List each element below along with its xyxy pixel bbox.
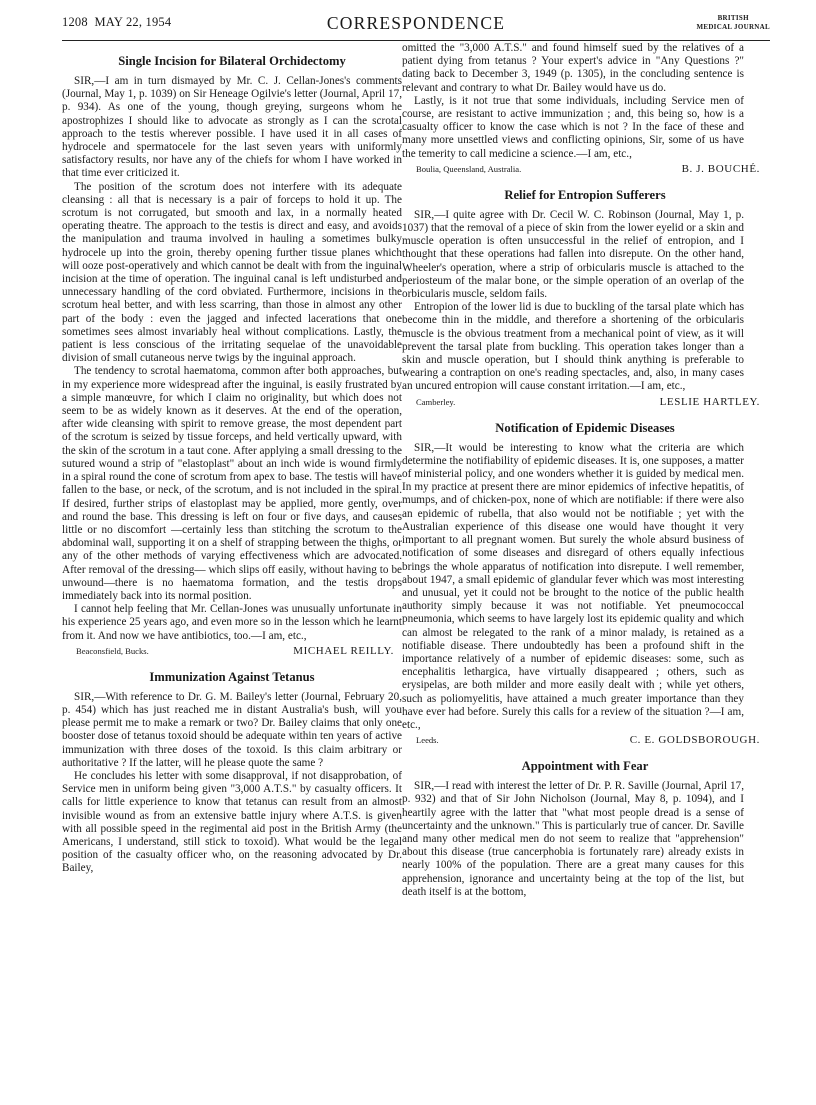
signature-author: C. E. GOLDSBOROUGH. — [629, 734, 760, 747]
signature-place: Boulia, Queensland, Australia. — [416, 163, 522, 174]
paragraph: He concludes his letter with some disapproval, if not disapprobation, of Service men in uniform being given "3,000 A.T.S." by casualty officers. It calls for little experience to know that tetanus can result from an almost invisible wound as from an extensive battle injury where A.T.S. is given with all possible speed in the regimental aid post in the British Army (the Americans, I understand, still stick to toxoid). What would be the legal position of the casualty officer who, on the reasoning advocated by Dr. Bailey, — [62, 769, 402, 875]
signature-author: MICHAEL REILLY. — [293, 644, 394, 657]
signature-place: Beaconsfield, Bucks. — [76, 645, 149, 656]
left-column — [62, 42, 402, 876]
signature-place: Leeds. — [416, 735, 439, 746]
paragraph: omitted the "3,000 A.T.S." and found himself sued by the relatives of a patient dying from tetanus ? Your expert's advice in "Any Questions ?" dating back to December 3, 1949 (p. 1305), in the concluding sentence is relevant and contrary to what Dr. Bailey would have us do. — [402, 42, 744, 94]
signature-author: B. J. BOUCHÉ. — [681, 162, 760, 175]
page-number: 1208 — [62, 15, 88, 29]
signature — [402, 734, 768, 747]
journal-name-line1: BRITISH — [717, 14, 749, 22]
right-column — [402, 42, 768, 899]
article-title: Notification of Epidemic Diseases — [495, 420, 675, 435]
section-title: CORRESPONDENCE — [326, 13, 506, 33]
article-entropion — [402, 188, 768, 409]
issue-date: MAY 22, 1954 — [94, 15, 172, 29]
article-notification — [402, 421, 768, 747]
article-tetanus-continued — [402, 42, 768, 176]
signature-place: Camberley. — [416, 396, 456, 407]
article-title: Immunization Against Tetanus — [149, 669, 315, 684]
paragraph: SIR,—I am in turn dismayed by Mr. C. J. Cellan-Jones's comments (Journal, May 1, p. 1039) on Sir Heneage Ogilvie's letter (Journal, April 17, p. 934). As one of the young, though greying, surgeons whom he apostrophizes I should like to advocate as strongly as I can the scrotal approach to the testis wherever possible. I have used it in all cases of hydrocele and spermatocele for the last seven years with uniformly satisfactory results, nor have any of the chiefs for whom I have worked in that time ever criticized it. — [62, 75, 402, 180]
signature — [402, 163, 768, 176]
journal-name-line2: MEDICAL JOURNAL — [696, 23, 770, 31]
paragraph: The position of the scrotum does not interfere with its adequate cleansing : all that is necessary is a pair of forceps to hold it up. The scrotum is not corrugated, but smooth and lax, in a normally heated operating theatre. The approach to the testis is direct and easy, and avoids the manipulation and trauma involved in hauling a sometimes bulky hydrocele up into the groin, thereby opening further tissue planes which will ooze post-operatively and which cannot be dealt with from the inguinal incision at the time of operation. The inguinal canal is left undisturbed and unnecessary handling of the cord obviated. Furthermore, incisions in the scrotum heal better, and with less scarring, than those in almost any other part of the body : even the jagged and infected lacerations that one sometimes sees almost invariably heal without complications. Lastly, the patient is less conscious of the irritating sequelae of the unavoidable division of small cutaneous nerve twigs by the inguinal approach. — [62, 180, 402, 365]
paragraph: Entropion of the lower lid is due to buckling of the tarsal plate which has become thin in the middle, and therefore a shortening of the orbicularis muscle is the obvious treatment from a mechanical point of view, as it will prevent the tarsal plate from buckling. This operation takes longer than a skin and muscle operation, but I should think anything is preferable to wearing a contraption on one's reading spectacles, and, also, in many cases an uncured entropion will cause constant irritation.—I am, etc., — [402, 301, 744, 393]
article-title: Single Incision for Bilateral Orchidectomy — [118, 54, 346, 68]
paragraph: Lastly, is it not true that some individuals, including Service men of course, are resistant to active immunization ; and, this being so, how is a casualty officer to know the case which is not ? In the face of these and many more unsettled views and conflicting opinions, Sir, some of us have the temerity to call medicine a science.—I am, etc., — [402, 94, 744, 160]
article-tetanus — [62, 670, 402, 876]
signature — [402, 396, 768, 409]
paragraph: SIR,—With reference to Dr. G. M. Bailey's letter (Journal, February 20, p. 454) which has just reached me in distant Australia's bush, will you please permit me to make a remark or two? Dr. Bailey claims that only one booster dose of tetanus toxoid should be adequate within ten years of active immunization with three doses of the toxoid. Is this claim arbitrary or authoritative ? If the latter, will he please quote the same ? — [62, 690, 402, 769]
article-title: Appointment with Fear — [521, 759, 649, 774]
article-title: Relief for Entropion Sufferers — [504, 187, 666, 202]
signature-author: LESLIE HARTLEY. — [659, 395, 760, 408]
article-appointment-fear — [402, 759, 768, 899]
journal-name — [696, 14, 770, 32]
paragraph: SIR,—It would be interesting to know what the criteria are which determine the notifiability of epidemic diseases. It is, one supposes, a matter of ministerial policy, and one wonders whether it is guided by medical men. In my practice at present there are minor epidemics of infective hepatitis, of mumps, and of chicken-pox, none of which are notifiable: if there were also an epidemic of rubella, that also would not be notifiable ; yet with the Australian experience of this disease one would have thought it very important to all pregnant women. But surely the whole absurd business of notification of some diseases and disregard of others equally infectious brings the whole apparatus of notification into disrepute. I well remember, about 1947, a small epidemic of glandular fever which was most interesting and unusual, yet it could not be brought to the notice of the public health authority simply because it was not notifiable. Yet pneumococcal pneumonia, which seems to have largely lost its epidemic quality and which can almost be relegated to the rank of a minor malady, is retained as a notifiable disease. There undoubtedly has been a profound shift in the importance relatively of a number of epidemic diseases: some, such as encephalitis lethargica, have virtually disappeared ; others, such as erysipelas, are both milder and more easily dealt with ; while yet others, such as poliomyelitis, have attained a much greater importance than they have ever had before. Surely this calls for a review of the situation ?—I am, etc., — [402, 441, 744, 731]
paragraph: SIR,—I read with interest the letter of Dr. P. R. Saville (Journal, April 17, p. 932) and that of Sir John Nicholson (Journal, May 8, p. 1094), and I heartily agree with the latter that "what most people dread is a sense of uncertainty and the unknown." This is particularly true of cancer. Dr. Saville and many other medical men do not seem to realize that "apprehension" about this disease (true cancerphobia is fortunately rare) already exists in nearly 100% of the population. There are a great many causes for this apprehension, ignorance and uncertainty being at the top of the list, but death itself is at the bottom, — [402, 780, 744, 898]
signature — [62, 645, 402, 658]
paragraph: I cannot help feeling that Mr. Cellan-Jones was unusually unfortunate in his experience 25 years ago, and even more so in the lesson which he learnt from it. And now we have antibiotics, too.—I am, etc., — [62, 603, 402, 642]
paragraph: The tendency to scrotal haematoma, common after both approaches, but in my experience more widespread after the inguinal, is easily frustrated by a simple manœuvre, for which I claim no originality, but which does not seem to be as widely known as it deserves. At the end of the operation, after wide cleansing with spirit to remove grease, the most dependent part of the scrotum is seized by tissue forceps, and held vertically upward, with the skin of the scrotum in a taut cone. After applying a small dressing to the sutured wound a strip of "elastoplast" about an inch wide is wound firmly in a spiral round the cone of scrotum from apex to base. The testis will have fallen to the base, or neck, of the scrotum, and is not included in the spiral. If desired, further strips of elastoplast may be applied, more gently, over and round the base. This dressing is left on four or five days, and causes little or no discomfort —certainly less than stitching the scrotum to the abdominal wall, supporting it on a shelf of strapping between the thighs, or any of the other methods of varying effectiveness which are advocated. After removal of the dressing— which slips off easily, without having to be unwound—there is no haematoma formation, and the testis drops immediately back into its normal position. — [62, 365, 402, 602]
page-header — [62, 14, 770, 41]
article-orchidectomy — [62, 54, 402, 658]
paragraph: SIR,—I quite agree with Dr. Cecil W. C. Robinson (Journal, May 1, p. 1037) that the removal of a piece of skin from the lower eyelid or a skin and muscle operation is often unsuccessful in the relief of entropion, and I thought that these operations had fallen into disrepute. On the other hand, Wheeler's operation, where a strip of orbicularis muscle is attached to the periosteum of the malar bone, or the simple operation of an overlap of the orbicularis muscle, seldom fails. — [402, 208, 744, 301]
